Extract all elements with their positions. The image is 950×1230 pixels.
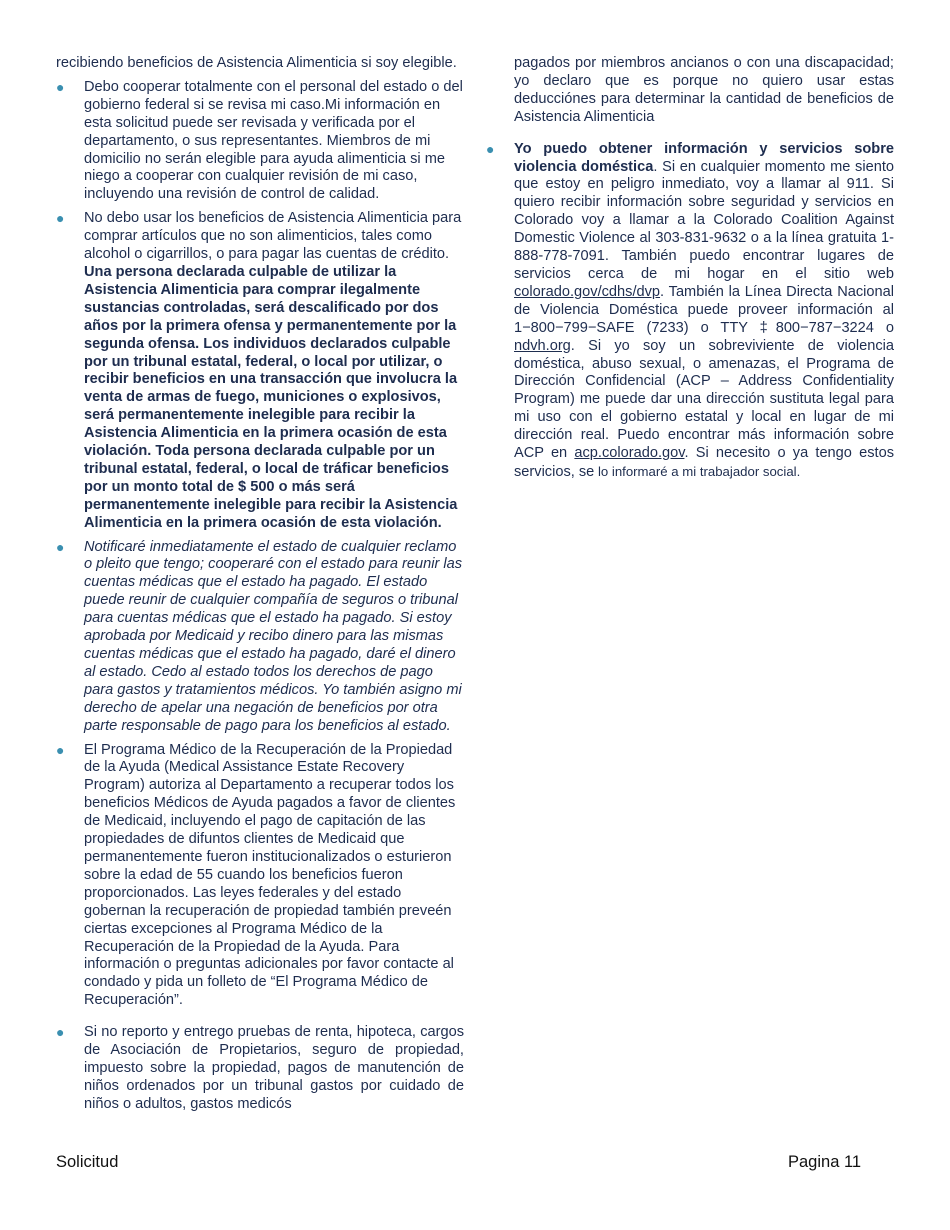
item-bold-text: Yo puedo obtener información y servicios sobre violencia doméstica	[514, 140, 894, 175]
bullet-icon: ●	[56, 1024, 65, 1041]
footer-page-number: Pagina 11	[788, 1153, 862, 1171]
list-item	[56, 210, 464, 532]
left-column	[56, 55, 464, 1114]
item-bold-text: Una persona declarada culpable de utilizar la Asistencia Alimenticia para comprar ilegalmente sustancias controladas, será descalificado por dos años por la primera ofensa y permanentemente por la segunda ofensa. Los individuos declarados culpable por un tribunal estatal, federal, o local por utilizar, o recibir beneficios en una transacción que involucra la venta de armas de fuego, municiones o explosivos, será permanentemente inelegible para recibir la Asistencia Alimenticia en la primera ocasión de esta violación. Toda persona declarada culpable por un tribunal estatal, federal, o local de tráficar beneficios por un monto total de $ 500 o más será permanentemente inelegible para recibir la Asistencia Alimenticia en la primera ocasión de esta violación.	[84, 263, 458, 531]
right-column	[486, 55, 894, 482]
link-cdhs-dvp[interactable]: colorado.gov/cdhs/dvp	[514, 283, 661, 300]
list-item	[486, 141, 894, 482]
footer-form-name: Solicitud	[56, 1153, 119, 1171]
item-text: . También la Línea Directa Nacional de Violencia Doméstica puede proveer información al 1−800−799−SAFE (7233) o TTY ‡800−787−3224 o	[514, 283, 894, 336]
continued-text: pagados por miembros ancianos o con una discapacidad; yo declaro que es porque no quiero usar estas deducciónes para determinar la cantidad de beneficios de Asistencia Alimenticia	[514, 55, 894, 125]
item-text: No debo usar los beneficios de Asistencia Alimenticia para comprar artículos que no son alimenticios, tales como alcohol o cigarrillos, o para pagar las cuentas de crédito.	[84, 210, 462, 263]
item-text: El Programa Médico de la Recuperación de la Propiedad de la Ayuda (Medical Assistance Estate Recovery Program) autoriza al Departamento a recuperar todos los beneficios Médicos de Ayuda pagados a favor de clientes de Medicaid, incluyendo el pago de capitación de las propiedades de difuntos clientes de Medicaid que permanentemente fueron institucionalizados o esturieron sobre la edad de 55 cuando los beneficios fueron proporcionados. Las leyes federales y del estado gobernan la recuperación de propiedad también preveén ciertas excepciones al Programa Médico de la Recuperación de la Propiedad de la Ayuda. Para información o preguntas adicionales por favor contacte al condado y pida un folleto de “El Programa Médico de Recuperación”.	[84, 741, 456, 1009]
item-text: . Si en cualquier momento me siento que estoy en peligro inmediato, voy a llamar al 911. Si quiero recibir información sobre seguridad y servicios en Colorado voy a llamar a la Colorado Coalition Against Domestic Violence al 303-831-9632 o a la línea gratuita 1-888-778-7091. También puedo encontrar lugares de servicios cerca de mi hogar en el sitio web	[514, 158, 894, 282]
link-ndvh[interactable]: ndvh.org	[514, 337, 571, 354]
bullet-icon: ●	[486, 140, 495, 157]
item-text: Debo cooperar totalmente con el personal del estado o del gobierno federal si se revisa mi caso.Mi información en esta solicitud puede ser revisada y verificada por el departamento, o sus representantes. Miembros de mi domicilio no serán elegible para ayuda alimenticia si me niego a cooperar con cualquier revisión de mi caso, incluyendo una revisión de control de calidad.	[84, 78, 463, 203]
list-item	[56, 742, 464, 1011]
link-acp[interactable]: acp.colorado.gov	[574, 445, 685, 462]
bullet-icon: ●	[56, 210, 65, 227]
bullet-icon: ●	[56, 78, 65, 95]
item-text: . Si necesito o ya tengo estos servicios, se	[514, 445, 894, 480]
bullet-icon: ●	[56, 741, 65, 758]
bullet-icon: ●	[56, 538, 65, 555]
list-item	[56, 1024, 464, 1114]
item-text: . Si yo soy un sobreviviente de violencia doméstica, abuso sexual, o amenazas, el Programa de Dirección Confidencial (ACP – Address Confidentiality Program) me puede dar una dirección sustituta legal para mi uso con el gobierno estatal y local en lugar de mi dirección real. Puedo encontrar más información sobre ACP en	[514, 337, 894, 462]
item-small-text: lo informaré a mi trabajador social.	[594, 463, 801, 479]
list-item	[56, 539, 464, 736]
list-item	[56, 79, 464, 204]
item-text: Notificaré inmediatamente el estado de cualquier reclamo o pleito que tengo; cooperaré con el estado para reunir las cuentas médicas que el estado ha pagado. El estado puede reunir de cualquier compañía de seguros o tribunal para cuentas médicas que el estado ha pagado. Si estoy aprobada por Medicaid y recibo dinero para las mismas cuentas médicas que el estado ha pagado, daré el dinero al estado. Cedo al estado todos los derechos de pago para gastos y tratamientos médicos. Yo también asigno mi derecho de apelar una negación de beneficios por otra parte responsable de pago para los beneficios al estado.	[84, 538, 463, 734]
continued-text: recibiendo beneficios de Asistencia Alimenticia si soy elegible.	[56, 55, 457, 71]
item-text: Si no reporto y entrego pruebas de renta, hipoteca, cargos de Asociación de Propietarios, seguro de propiedad, impuesto sobre la propiedad, pagos de manutención de niños ordenados por un tribunal gastos por cuidado de niños o adultos, gastos medicós	[84, 1024, 464, 1112]
